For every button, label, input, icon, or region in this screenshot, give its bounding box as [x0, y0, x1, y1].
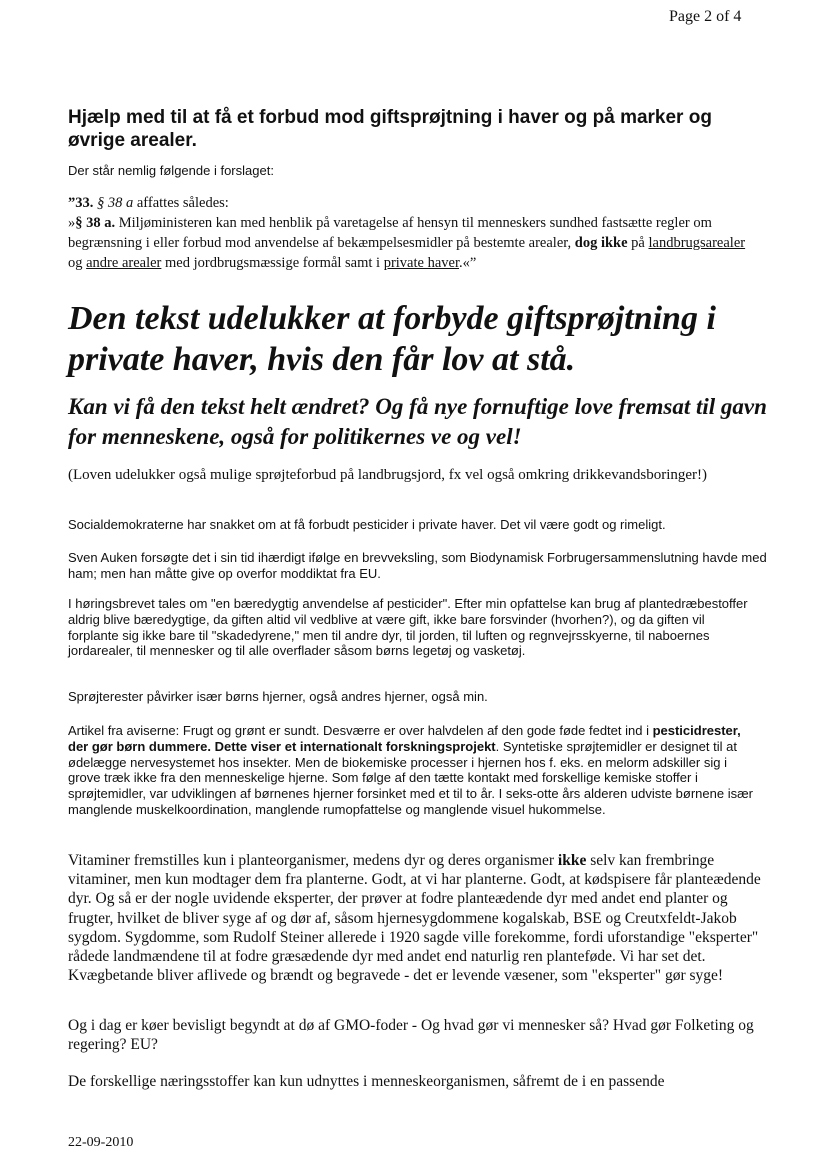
quote-dog-ikke: dog ikke [574, 235, 628, 251]
quote-text-pa: på [627, 235, 649, 251]
page-number: Page 2 of 4 [669, 8, 742, 25]
quote-open-mark: » [68, 215, 76, 231]
artikel-text-start: Artikel fra aviserne: Frugt og grønt er sundt. Desværre er over halvdelen af den gode føde fedtet ind i [68, 723, 653, 738]
big-statement: Den tekst udelukker at forbyde giftsprøjtning i private haver, hvis den får lov at stå. [68, 300, 716, 378]
paragraph-sproejterester: Sprøjterester påvirker især børns hjerner, også andres hjerner, også min. [68, 689, 488, 704]
artikel-text-end: . Syntetiske sprøjtemidler er designet til at ødelægge nervesystemet hos insekter. Men de biokemiske processer i hjernen hos f. eks. en melorm adskiller sig i grove træk ikke fra den menneskelige hjerne. Som følge af den tætte kontakt med forskellige kemiske stoffer i sprøjtemidler, var udviklingen af børnenes hjerner forsinket med et til to år. I seks-otte års alderen udviste børnene især manglende muskelkoordination, manglende rumopfattelse og manglende visuel hukommelse. [68, 738, 753, 817]
quote-underlined-landbrug: landbrugsarealer [648, 235, 746, 251]
paragraph-artikel [68, 723, 758, 818]
law-quote [68, 193, 758, 273]
artikel-bold-text: pesticidrester, der gør børn dummere. Dette viser et internationalt forskningsprojekt [68, 723, 741, 754]
quote-text-og: og [68, 255, 87, 271]
quote-section-bold: § 38 a. [75, 215, 116, 231]
sub-statement: Kan vi få den tekst helt ændret? Og få nye fornuftige love fremsat til gavn for menneskene, også for politikernes ve og vel! [68, 394, 767, 449]
vitaminer-bold-ikke: ikke [557, 852, 587, 869]
quote-line-1-rest: affattes således: [133, 195, 229, 211]
paragraph-sven-auken: Sven Auken forsøgte det i sin tid ihærdigt ifølge en brevveksling, som Biodynamisk Forbrugersammenslutning havde med ham; men han måtte give op overfor moddiktat fra EU. [68, 550, 767, 581]
page-heading: Hjælp med til at få et forbud mod giftsprøjtning i haver og på marker og øvrige arealer. [68, 107, 712, 151]
paragraph-socialdemokraterne: Socialdemokraterne har snakket om at få forbudt pesticider i private haver. Det vil være godt og rimeligt. [68, 517, 666, 532]
quote-line-2 [68, 213, 758, 273]
quote-underlined-andre: andre arealer [86, 255, 162, 271]
parenthetical-note: (Loven udelukker også mulige sprøjteforbud på landbrugsjord, fx vel også omkring drikkevandsboringer!) [68, 467, 708, 483]
quote-line-1 [68, 193, 758, 213]
vitaminer-text-end: selv kan frembringe vitaminer, men kun modtager dem fra planterne. Godt, at vi har planterne. Godt, at kødspisere får planteædende dyr. Og så er der nogle uvidende eksperter, der prøver at fodre planteædende dyr med andet end planter og frugter, hvilket de bliver syge af og dør af, såsom hjernesygdommene kogalskab, BSE og Creutxfeldt-Jakob sygdom. Sygdomme, som Rudolf Steiner allerede i 1920 sagde ville forekomme, fordi uforstandige "eksperter" rådede landmændene til at fodre græsædende dyr med andet end naturlig ren planteføde. Vi har set det. Kvægbetande bliver aflivede og brændt og begravede - det er levende væsener, som "eksperter" gør syge! [68, 852, 761, 985]
quote-close-mark: .«” [459, 255, 477, 271]
quote-body: Miljøministeren kan med henblik på varetagelse af hensyn til menneskers sundhed fastsætte regler om begrænsning i eller forbud mod anvendelse af bekæmpelsesmidler på bestemte arealer, [68, 215, 712, 251]
paragraph-naeringsstoffer: De forskellige næringsstoffer kan kun udnyttes i menneskeorganismen, såfremt de i en passende [68, 1073, 665, 1090]
vitaminer-text-start: Vitaminer fremstilles kun i planteorganismer, medens dyr og deres organismer [68, 852, 558, 869]
paragraph-gmo-foder: Og i dag er køer bevisligt begyndt at dø af GMO-foder - Og hvad gør vi mennesker så? Hvad gør Folketing og regering? EU? [68, 1017, 754, 1054]
paragraph-vitaminer [68, 851, 768, 985]
quote-underlined-private: private haver [383, 255, 459, 271]
intro-text: Der står nemlig følgende i forslaget: [68, 163, 274, 178]
quote-section-ref: § 38 a [93, 195, 134, 211]
quote-text-med: med jordbrugsmæssige formål samt i [161, 255, 384, 271]
footer-date: 22-09-2010 [68, 1135, 134, 1150]
paragraph-hoeringsbrev: I høringsbrevet tales om "en bæredygtig anvendelse af pesticider". Efter min opfattelse kan brug af plantedræbestoffer aldrig blive bæredygtige, da giften altid vil vedblive at være gift, ikke bare forsvinder (hvorhen?), og da giften vil forplante sig ikke bare til "skadedyrene," men til andre dyr, til jorden, til luften og regnvejrsskyerne, til naboernes jordarealer, til mennesker og til alle overflader såsom børns legetøj og vasketøj. [68, 596, 748, 659]
quote-number: ”33. [68, 195, 94, 211]
